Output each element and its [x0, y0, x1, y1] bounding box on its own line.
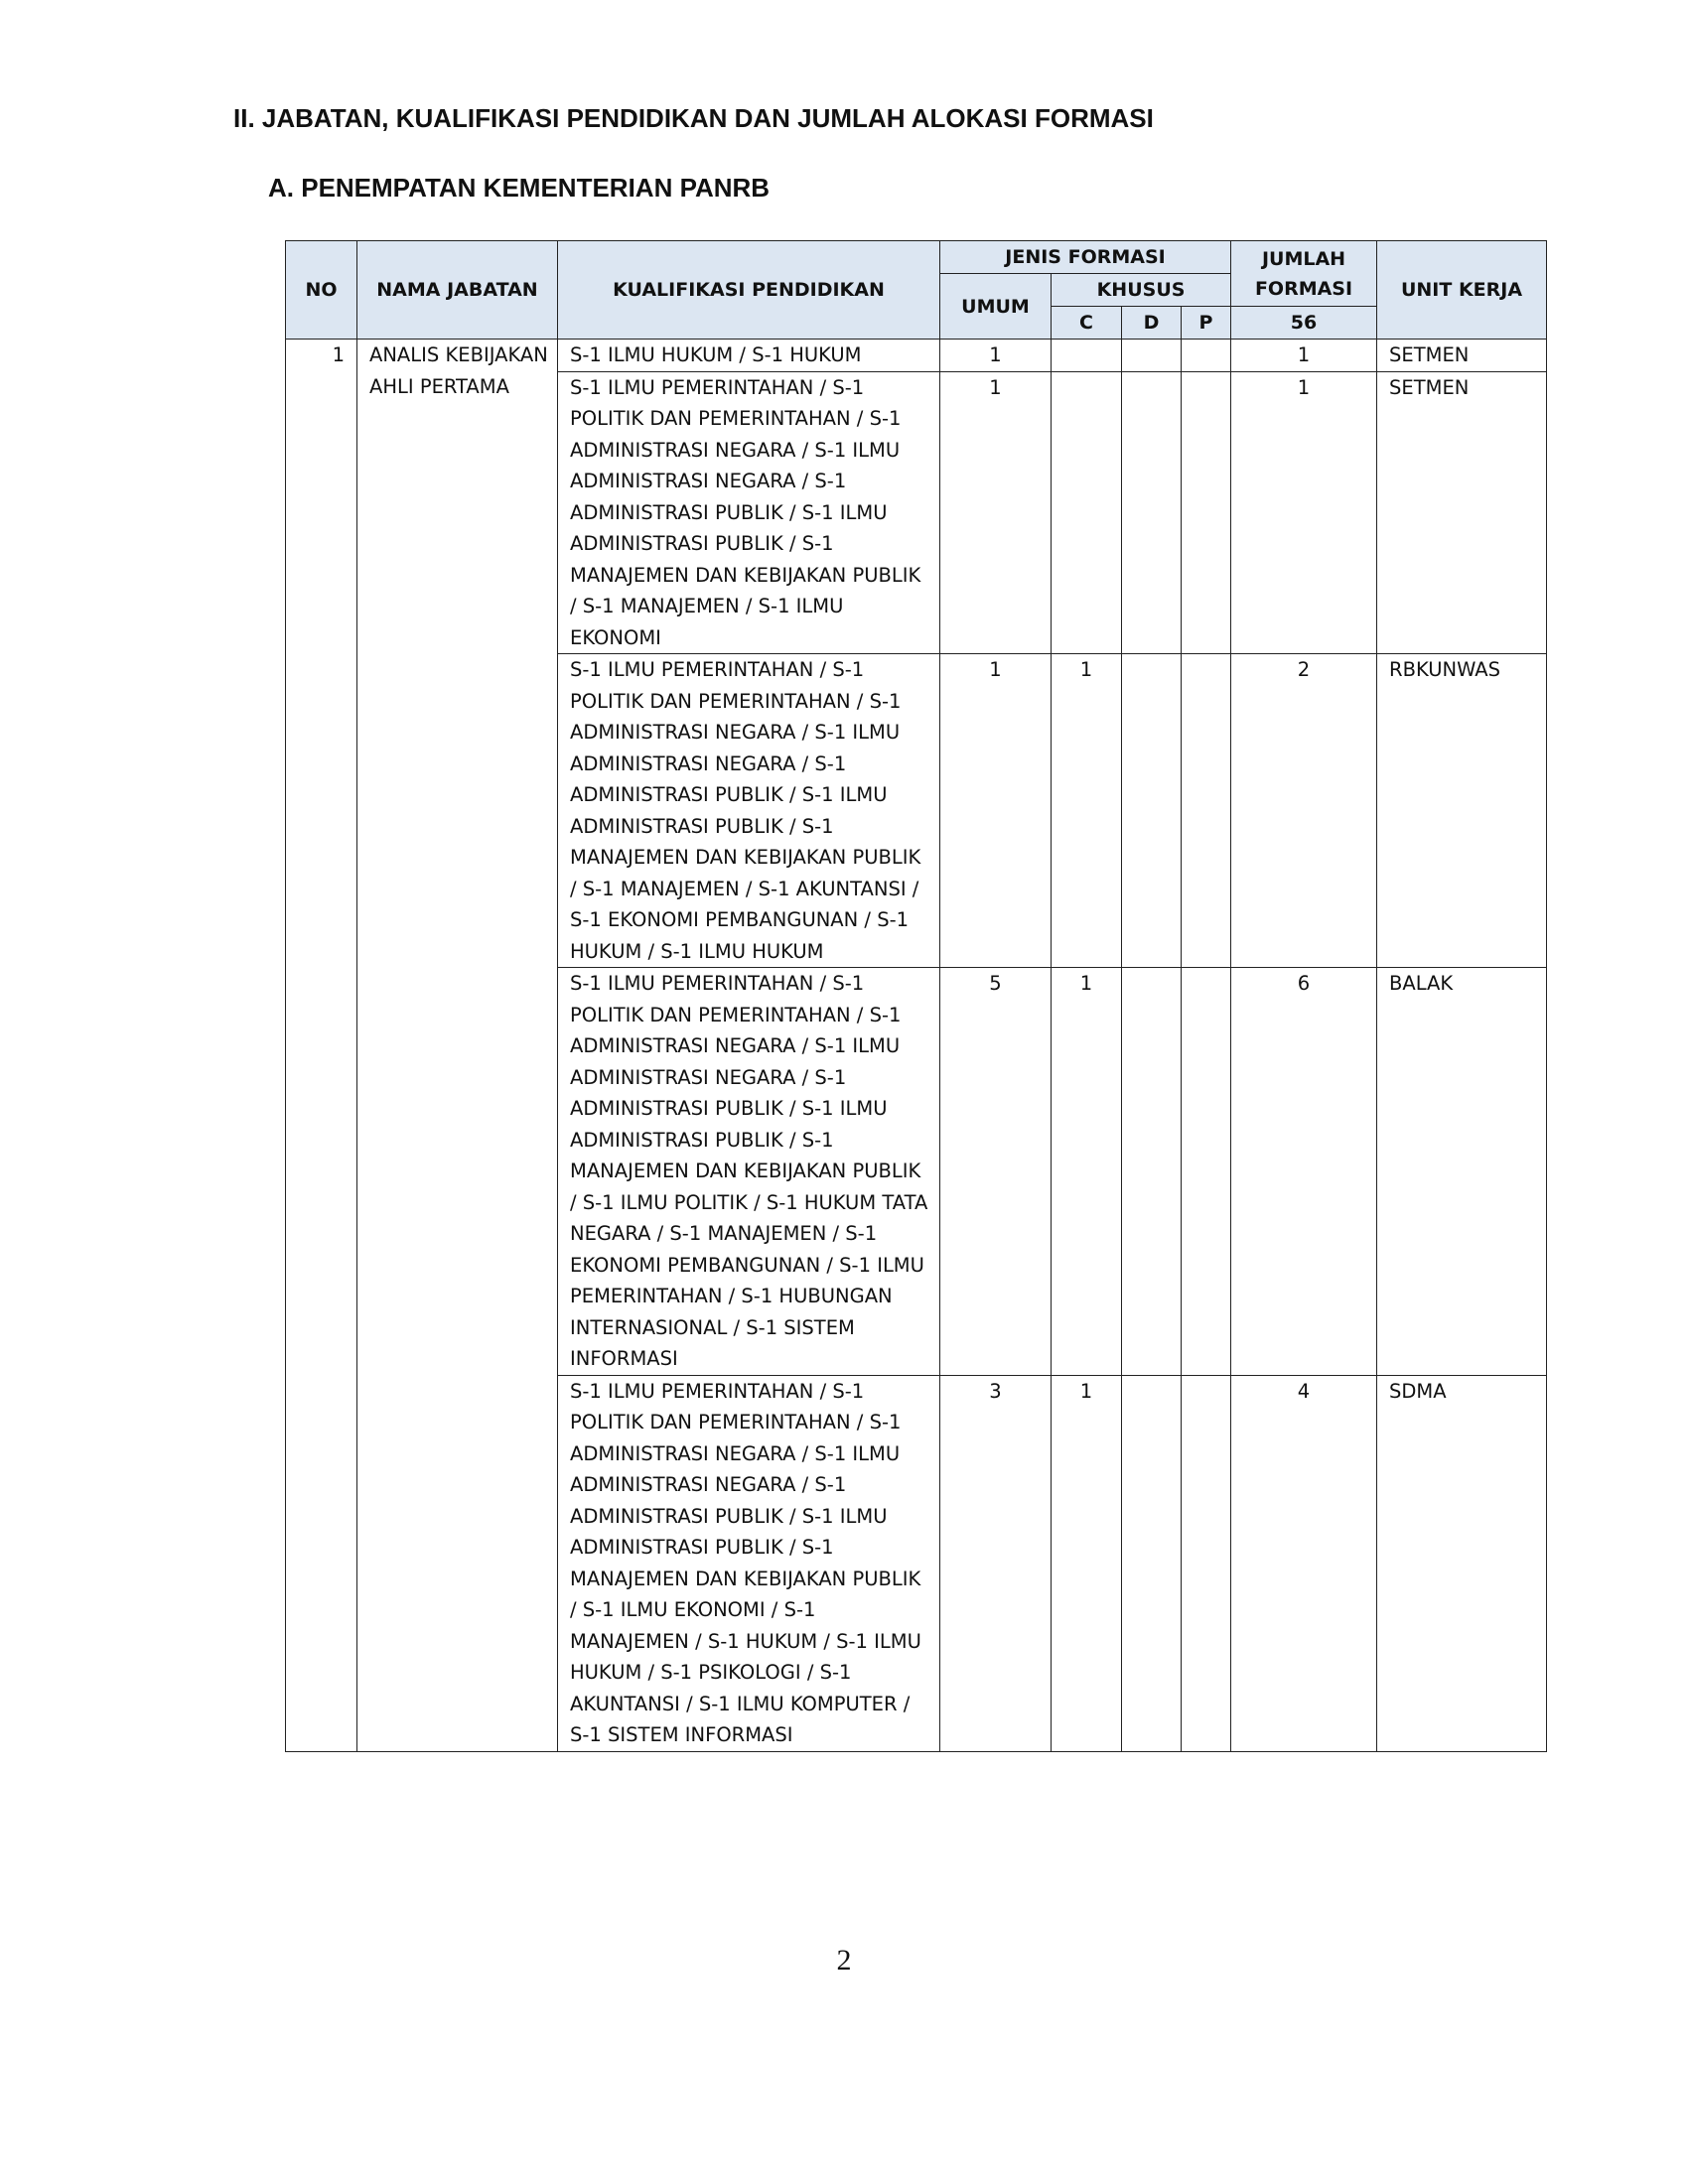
c-cell [1052, 371, 1122, 654]
d-cell [1122, 340, 1182, 372]
header-p: P [1182, 307, 1231, 340]
jumlah-cell: 1 [1231, 371, 1377, 654]
p-cell [1182, 1375, 1231, 1751]
header-khusus: KHUSUS [1052, 274, 1231, 307]
kualifikasi-cell: S-1 ILMU PEMERINTAHAN / S-1 POLITIK DAN PEMERINTAHAN / S-1 ADMINISTRASI NEGARA / S-1 ILMU ADMINISTRASI NEGARA / S-1 ADMINISTRASI PUBLIK / S-1 ILMU ADMINISTRASI PUBLIK / S-1 MANAJEMEN DAN KEBIJAKAN PUBLIK / S-1 ILMU EKONOMI / S-1 MANAJEMEN / S-1 HUKUM / S-1 ILMU HUKUM / S-1 PSIKOLOGI / S-1 AKUNTANSI / S-1 ILMU KOMPUTER / S-1 SISTEM INFORMASI [558, 1375, 940, 1751]
umum-cell: 5 [940, 968, 1052, 1376]
unit-cell: SETMEN [1377, 371, 1547, 654]
subsection-heading: A. PENEMPATAN KEMENTERIAN PANRB [268, 173, 771, 203]
umum-cell: 1 [940, 654, 1052, 968]
kualifikasi-cell: S-1 ILMU HUKUM / S-1 HUKUM [558, 340, 940, 372]
umum-cell: 1 [940, 340, 1052, 372]
jumlah-cell: 2 [1231, 654, 1377, 968]
umum-cell: 3 [940, 1375, 1052, 1751]
c-cell: 1 [1052, 968, 1122, 1376]
c-cell: 1 [1052, 654, 1122, 968]
header-no: NO [286, 241, 357, 340]
d-cell [1122, 371, 1182, 654]
p-cell [1182, 968, 1231, 1376]
entry-nama-jabatan: ANALIS KEBIJAKAN AHLI PERTAMA [357, 340, 558, 1752]
p-cell [1182, 654, 1231, 968]
header-jumlah-total: 56 [1231, 307, 1377, 340]
c-cell [1052, 340, 1122, 372]
section-heading: II. JABATAN, KUALIFIKASI PENDIDIKAN DAN JUMLAH ALOKASI FORMASI [233, 103, 1154, 133]
header-c: C [1052, 307, 1122, 340]
kualifikasi-cell: S-1 ILMU PEMERINTAHAN / S-1 POLITIK DAN PEMERINTAHAN / S-1 ADMINISTRASI NEGARA / S-1 ILMU ADMINISTRASI NEGARA / S-1 ADMINISTRASI PUBLIK / S-1 ILMU ADMINISTRASI PUBLIK / S-1 MANAJEMEN DAN KEBIJAKAN PUBLIK / S-1 MANAJEMEN / S-1 ILMU EKONOMI [558, 371, 940, 654]
header-nama-jabatan: NAMA JABATAN [357, 241, 558, 340]
d-cell [1122, 1375, 1182, 1751]
p-cell [1182, 340, 1231, 372]
p-cell [1182, 371, 1231, 654]
entry-no: 1 [286, 340, 357, 1752]
jumlah-cell: 4 [1231, 1375, 1377, 1751]
kualifikasi-cell: S-1 ILMU PEMERINTAHAN / S-1 POLITIK DAN PEMERINTAHAN / S-1 ADMINISTRASI NEGARA / S-1 ILMU ADMINISTRASI NEGARA / S-1 ADMINISTRASI PUBLIK / S-1 ILMU ADMINISTRASI PUBLIK / S-1 MANAJEMEN DAN KEBIJAKAN PUBLIK / S-1 ILMU POLITIK / S-1 HUKUM TATA NEGARA / S-1 MANAJEMEN / S-1 EKONOMI PEMBANGUNAN / S-1 ILMU PEMERINTAHAN / S-1 HUBUNGAN INTERNASIONAL / S-1 SISTEM INFORMASI [558, 968, 940, 1376]
kualifikasi-cell: S-1 ILMU PEMERINTAHAN / S-1 POLITIK DAN PEMERINTAHAN / S-1 ADMINISTRASI NEGARA / S-1 ILMU ADMINISTRASI NEGARA / S-1 ADMINISTRASI PUBLIK / S-1 ILMU ADMINISTRASI PUBLIK / S-1 MANAJEMEN DAN KEBIJAKAN PUBLIK / S-1 MANAJEMEN / S-1 AKUNTANSI / S-1 EKONOMI PEMBANGUNAN / S-1 HUKUM / S-1 ILMU HUKUM [558, 654, 940, 968]
header-unit-kerja: UNIT KERJA [1377, 241, 1547, 340]
page-number: 2 [836, 1944, 852, 1977]
table-row [286, 340, 1547, 372]
unit-cell: BALAK [1377, 968, 1547, 1376]
header-jenis-formasi: JENIS FORMASI [940, 241, 1231, 274]
header-kualifikasi: KUALIFIKASI PENDIDIKAN [558, 241, 940, 340]
unit-cell: RBKUNWAS [1377, 654, 1547, 968]
header-umum: UMUM [940, 274, 1052, 340]
c-cell: 1 [1052, 1375, 1122, 1751]
d-cell [1122, 968, 1182, 1376]
jumlah-cell: 1 [1231, 340, 1377, 372]
umum-cell: 1 [940, 371, 1052, 654]
unit-cell: SDMA [1377, 1375, 1547, 1751]
d-cell [1122, 654, 1182, 968]
jumlah-cell: 6 [1231, 968, 1377, 1376]
header-jumlah-formasi: JUMLAH FORMASI [1231, 241, 1377, 307]
formasi-table [285, 240, 1547, 1752]
unit-cell: SETMEN [1377, 340, 1547, 372]
header-d: D [1122, 307, 1182, 340]
